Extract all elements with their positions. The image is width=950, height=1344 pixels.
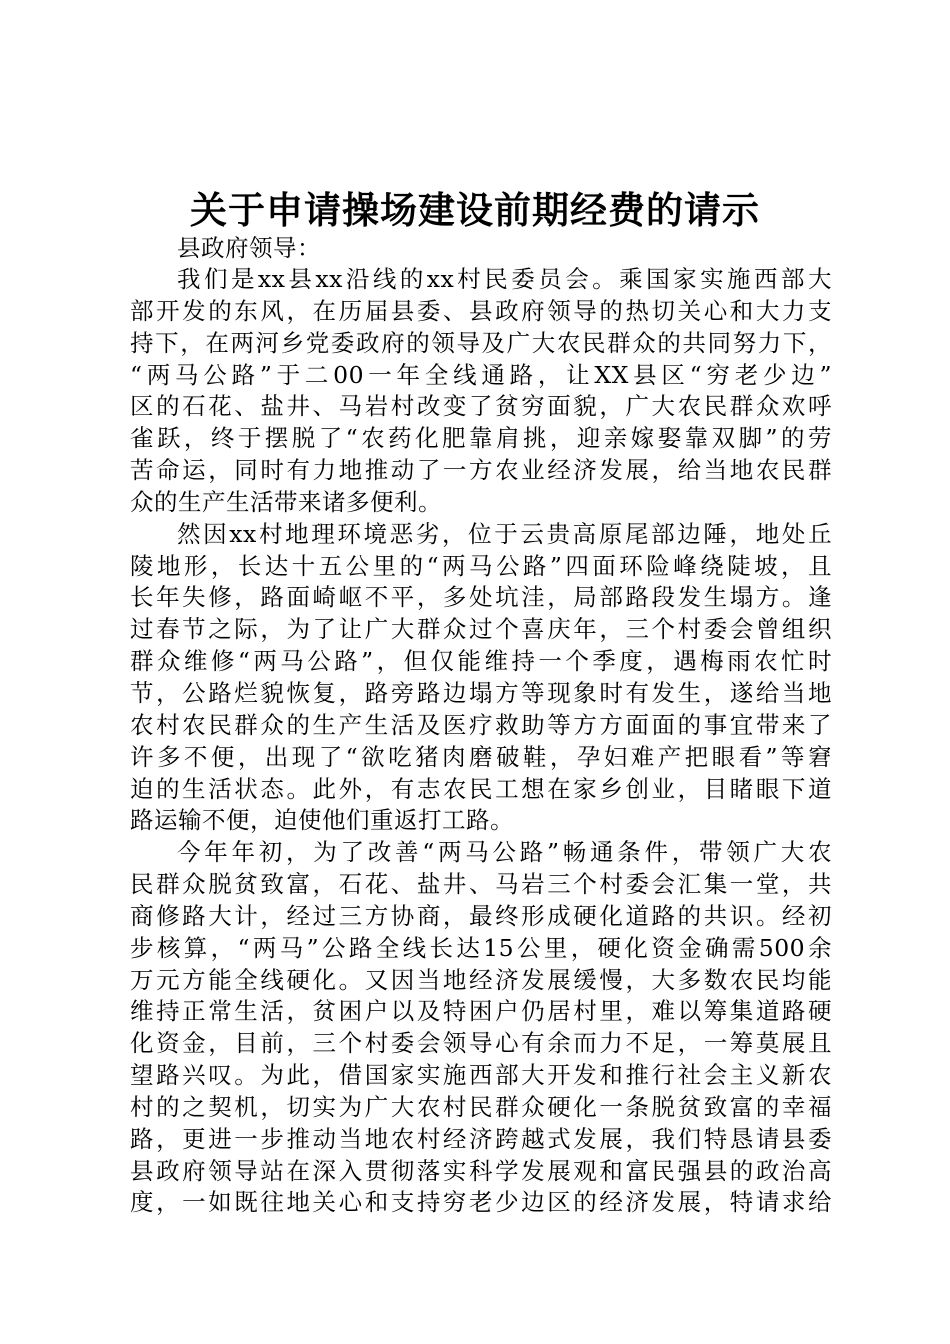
paragraph-3: [130, 837, 832, 1219]
paragraph-line: 迫的生活状态。此外，有志农民工想在家乡创业，目睹眼下道: [130, 774, 832, 803]
paragraph-line: 村的之契机，切实为广大农村民群众硬化一条脱贫致富的幸福: [130, 1092, 832, 1121]
paragraph-line: 万元方能全线硬化。又因当地经济发展缓慢，大多数农民均能: [130, 965, 832, 994]
paragraph-line: 维持正常生活，贫困户以及特困户仍居村里，难以筹集道路硬: [130, 997, 832, 1026]
paragraph-line: 商修路大计，经过三方协商，最终形成硬化道路的共识。经初: [130, 901, 832, 930]
paragraph-line: 度，一如既往地关心和支持穷老少边区的经济发展，特请求给: [130, 1188, 832, 1217]
paragraph-line: 长年失修，路面崎岖不平，多处坑洼，局部路段发生塌方。逢: [130, 583, 832, 612]
paragraph-line: 节，公路烂貌恢复，路旁路边塌方等现象时有发生，遂给当地: [130, 678, 832, 707]
paragraph-line: 步核算，“两马”公路全线长达15公里，硬化资金确需500余: [130, 933, 832, 962]
paragraph-line: 农村农民群众的生产生活及医疗救助等方方面面的事宜带来了: [130, 710, 832, 739]
paragraph-line: 持下，在两河乡党委政府的领导及广大农民群众的共同努力下，: [130, 328, 832, 357]
paragraph-1: [130, 264, 832, 519]
paragraph-line: 许多不便，出现了“欲吃猪肉磨破鞋，孕妇难产把眼看”等窘: [130, 742, 832, 771]
paragraph-line: 部开发的东风，在历届县委、县政府领导的热切关心和大力支: [130, 296, 832, 325]
paragraph-line: 今年年初，为了改善“两马公路”畅通条件，带领广大农: [177, 838, 832, 867]
paragraph-line: 望路兴叹。为此，借国家实施西部大开发和推行社会主义新农: [130, 1061, 832, 1090]
paragraph-line: 过春节之际，为了让广大群众过个喜庆年，三个村委会曾组织: [130, 615, 832, 644]
paragraph-line: 县政府领导站在深入贯彻落实科学发展观和富民强县的政治高: [130, 1156, 832, 1185]
paragraph-line: 化资金，目前，三个村委会领导心有余而力不足，一筹莫展且: [130, 1029, 832, 1058]
paragraph-line: 众的生产生活带来诸多便利。: [130, 487, 442, 516]
document-body: [130, 232, 832, 1219]
document-title: 关于申请操场建设前期经费的请示: [190, 188, 760, 232]
paragraph-line: 陵地形，长达十五公里的“两马公路”四面环险峰绕陡坡，且: [130, 551, 832, 580]
paragraph-line: 路，更进一步推动当地农村经济跨越式发展，我们特恳请县委: [130, 1124, 832, 1153]
paragraph-line: 然因xx村地理环境恶劣，位于云贵高原尾部边陲，地处丘: [177, 519, 832, 548]
paragraph-line: “两马公路”于二00一年全线通路，让XX县区“穷老少边”: [130, 360, 832, 389]
paragraph-line: 区的石花、盐井、马岩村改变了贫穷面貌，广大农民群众欢呼: [130, 392, 832, 421]
paragraph-line: 群众维修“两马公路”，但仅能维持一个季度，遇梅雨农忙时: [130, 647, 832, 676]
salutation: 县政府领导：: [177, 234, 321, 262]
paragraph-line: 路运输不便，迫使他们重返打工路。: [130, 806, 514, 835]
paragraph-line: 雀跃，终于摆脱了“农药化肥靠肩挑，迎亲嫁娶靠双脚”的劳: [130, 424, 832, 453]
paragraph-2: [130, 519, 832, 837]
paragraph-line: 民群众脱贫致富，石花、盐井、马岩三个村委会汇集一堂，共: [130, 870, 832, 899]
paragraph-line: 我们是xx县xx沿线的xx村民委员会。乘国家实施西部大: [177, 265, 832, 293]
paragraph-line: 苦命运，同时有力地推动了一方农业经济发展，给当地农民群: [130, 456, 832, 485]
